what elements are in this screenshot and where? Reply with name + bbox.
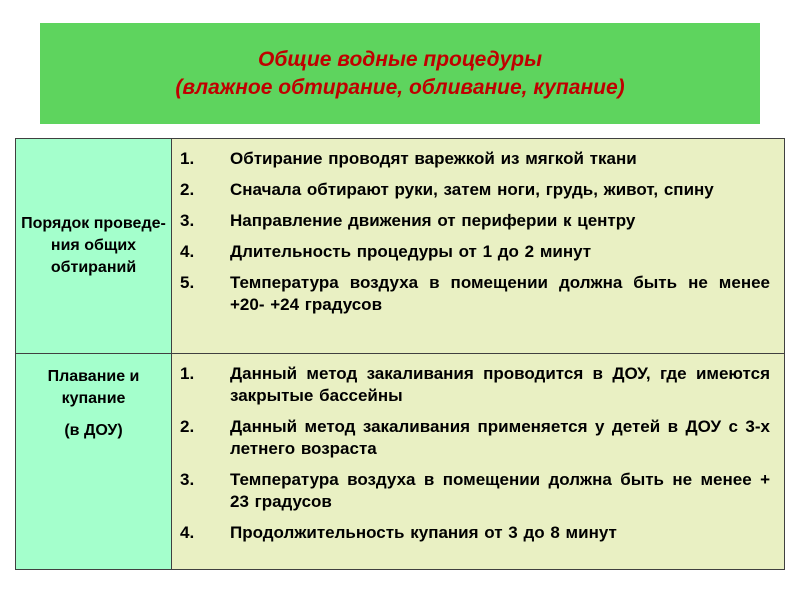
title-banner <box>40 23 760 124</box>
list-item-text: Сначала обтирают руки, затем ноги, грудь, живот, спину <box>230 180 714 199</box>
list-item-number: 4. <box>180 523 195 542</box>
list-item-number: 1. <box>180 364 195 383</box>
list-item <box>178 522 770 544</box>
list-item <box>178 469 770 513</box>
list-item <box>178 363 770 407</box>
list-item-text: Обтирание проводят варежкой из мягкой ткани <box>230 149 637 168</box>
list-item <box>178 179 770 201</box>
list-item-number: 2. <box>180 417 195 436</box>
list-item-number: 4. <box>180 242 195 261</box>
numbered-list <box>172 354 784 548</box>
row-content-cell <box>172 139 785 354</box>
row-label-cell <box>16 139 172 354</box>
row-label-cell <box>16 354 172 570</box>
list-item-number: 1. <box>180 149 195 168</box>
table-row <box>16 354 785 570</box>
list-item-number: 2. <box>180 180 195 199</box>
list-item <box>178 416 770 460</box>
list-item <box>178 241 770 263</box>
row-content-cell <box>172 354 785 570</box>
list-item-text: Длительность процедуры от 1 до 2 минут <box>230 242 592 261</box>
list-item-text: Данный метод закаливания применяется у детей в ДОУ с 3-х летнего возраста <box>230 417 770 458</box>
page-title-line1: Общие водные процедуры <box>257 47 543 71</box>
list-item <box>178 272 770 316</box>
row-label: Плавание и купание <box>47 368 140 407</box>
row-label: Порядок проведе-ния общих обтираний <box>21 215 166 276</box>
list-item-number: 3. <box>180 470 195 489</box>
list-item-number: 3. <box>180 211 195 230</box>
list-item-text: Направление движения от периферии к центру <box>230 211 636 230</box>
list-item-text: Температура воздуха в помещении должна быть не менее + 23 градусов <box>230 470 770 511</box>
list-item-text: Данный метод закаливания проводится в ДОУ, где имеются закрытые бассейны <box>230 364 770 405</box>
procedures-table <box>15 138 785 570</box>
page-title-line2: (влажное обтирание, обливание, купание) <box>175 75 625 99</box>
list-item <box>178 148 770 170</box>
list-item <box>178 210 770 232</box>
list-item-number: 5. <box>180 273 195 292</box>
list-item-text: Температура воздуха в помещении должна быть не менее +20- +24 градусов <box>230 273 770 314</box>
list-item-text: Продолжительность купания от 3 до 8 минут <box>230 523 617 542</box>
numbered-list <box>172 139 784 320</box>
row-label-extra: (в ДОУ) <box>64 422 123 439</box>
table-row <box>16 139 785 354</box>
